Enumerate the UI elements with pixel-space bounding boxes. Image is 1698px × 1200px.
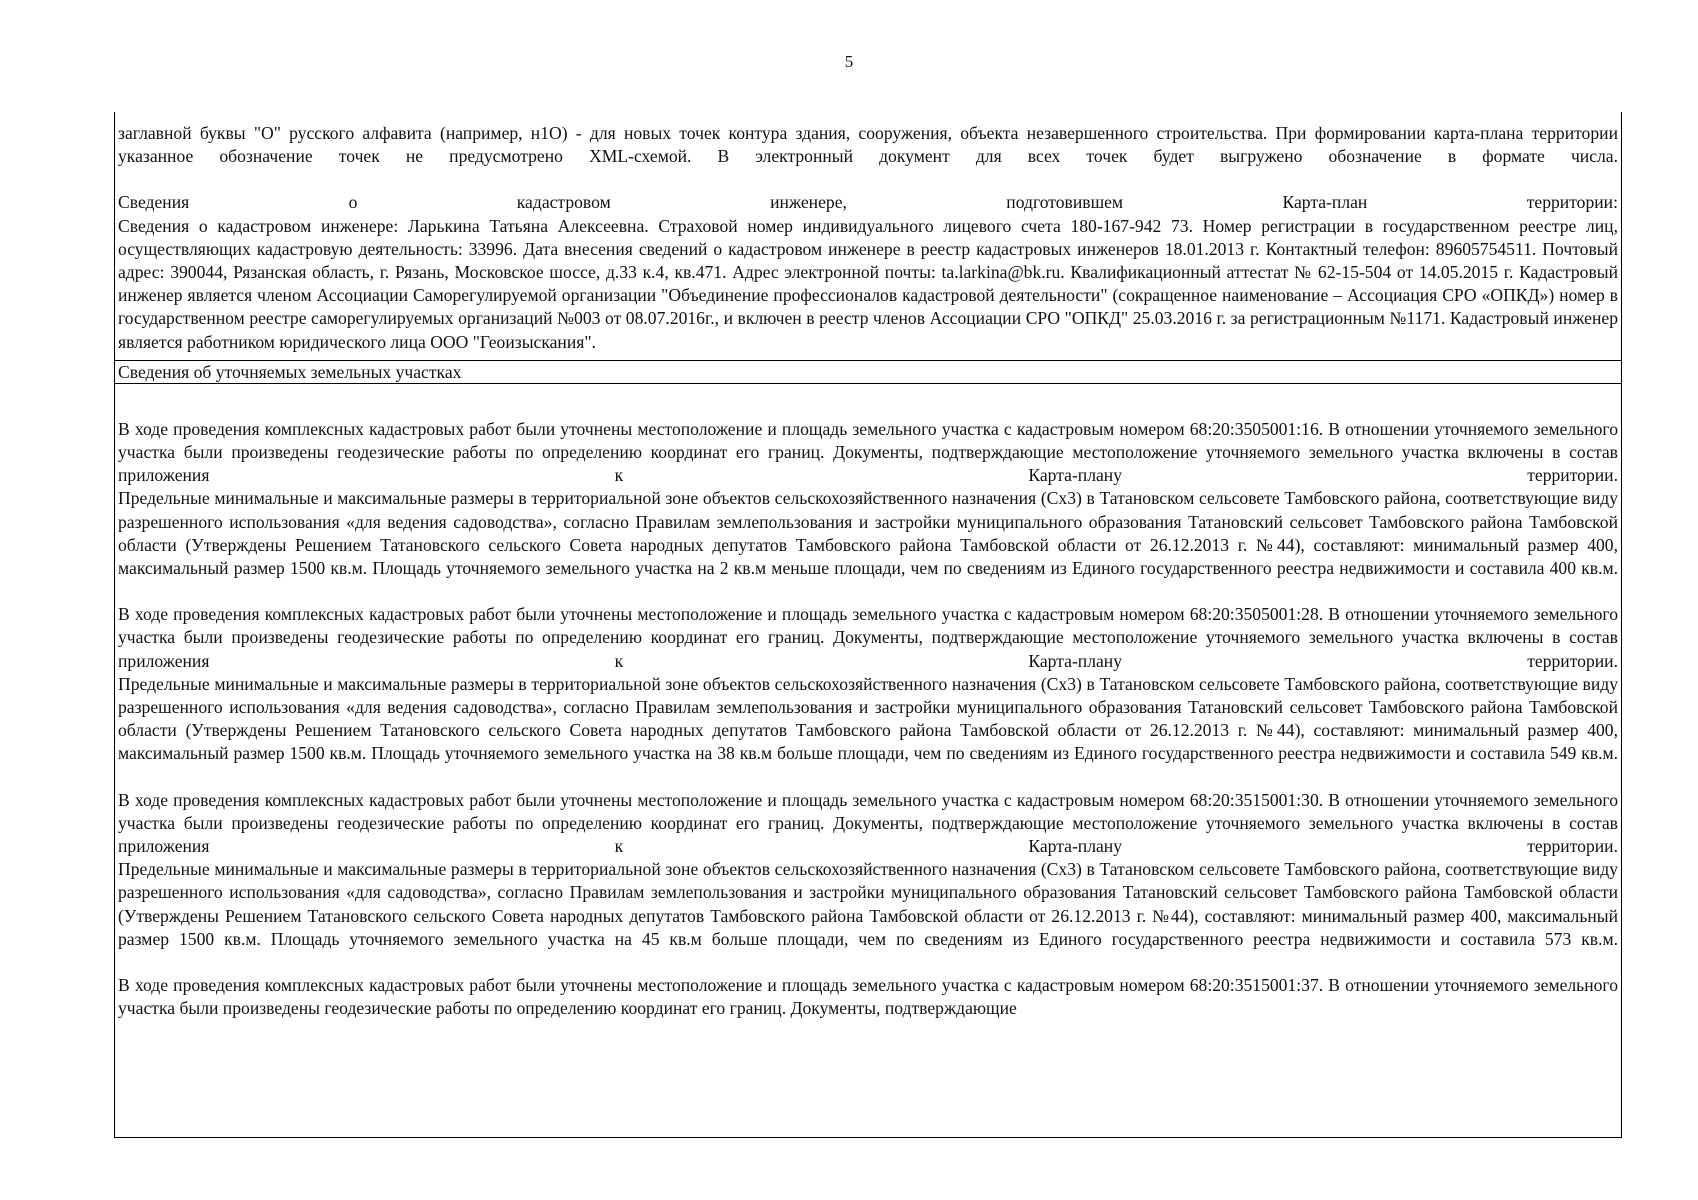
parcel-entry — [118, 603, 1618, 765]
parcel-limits: Предельные минимальные и максимальные размеры в территориальной зоне объектов сельскохозяйственного назначения (Сх3) в Татановском сельсовете Тамбовского района, соответствующие виду разрешенного использования «для садоводства», согласно Правилам землепользования и застройки муниципального образования Татановский сельсовет Тамбовского района Тамбовской области (Утверждены Решением Татановского сельского Совета народных депутатов Тамбовского района Тамбовской области от 26.12.2013 г. №44), составляют: минимальный размер 400, максимальный размер 1500 кв.м. Площадь уточняемого земельного участка на 45 кв.м больше площади, чем по сведениям из Единого государственного реестра недвижимости и составила 573 кв.м. — [118, 859, 1618, 949]
parcels-section — [115, 383, 1621, 1021]
parcel-entry — [118, 418, 1618, 580]
document-table — [114, 112, 1622, 1138]
parcel-description: В ходе проведения комплексных кадастровых работ были уточнены местоположение и площадь земельного участка с кадастровым номером 68:20:3515001:30. В отношении уточняемого земельного участка были произведены геодезические работы по определению координат его границ. Документы, подтверждающие местоположение уточняемого земельного участка включены в состав приложения к Карта-плану территории. — [118, 789, 1618, 857]
parcel-limits: Предельные минимальные и максимальные размеры в территориальной зоне объектов сельскохозяйственного назначения (Сх3) в Татановском сельсовете Тамбовского района, соответствующие виду разрешенного использования «для ведения садоводства», согласно Правилам землепользования и застройки муниципального образования Татановский сельсовет Тамбовского района Тамбовской области (Утверждены Решением Татановского сельского Совета народных депутатов Тамбовского района Тамбовской области от 26.12.2013 г. №44), составляют: минимальный размер 400, максимальный размер 1500 кв.м. Площадь уточняемого земельного участка на 38 кв.м больше площади, чем по сведениям из Единого государственного реестра недвижимости и составила 549 кв.м. — [118, 673, 1618, 764]
parcels-heading: Сведения об уточняемых земельных участках — [118, 361, 462, 382]
page-number: 5 — [844, 52, 854, 71]
intro-paragraph: заглавной буквы "О" русского алфавита (например, н1О) - для новых точек контура здания, сооружения, объекта незавершенного строительства. При формировании карта-плана территории указанное обозначение точек не предусмотрено XML-схемой. В электронный документ для всех точек будет выгружено обозначение в формате числа. — [118, 123, 1618, 167]
engineer-heading: Сведения о кадастровом инженере, подготовившем Карта-план территории: — [118, 192, 1618, 213]
intro-section — [115, 112, 1621, 360]
parcel-description: В ходе проведения комплексных кадастровых работ были уточнены местоположение и площадь земельного участка с кадастровым номером 68:20:3505001:16. В отношении уточняемого земельного участка были произведены геодезические работы по определению координат его границ. Документы, подтверждающие местоположение уточняемого земельного участка включены в состав приложения к Карта-плану территории. — [118, 418, 1618, 486]
parcel-description: В ходе проведения комплексных кадастровых работ были уточнены местоположение и площадь земельного участка с кадастровым номером 68:20:3515001:37. В отношении уточняемого земельного участка были произведены геодезические работы по определению координат его границ. Документы, подтверждающие — [118, 975, 1618, 1019]
parcel-entry — [118, 974, 1618, 1020]
parcels-heading-row — [115, 360, 1621, 383]
parcel-entry — [118, 789, 1618, 951]
parcel-limits: Предельные минимальные и максимальные размеры в территориальной зоне объектов сельскохозяйственного назначения (Сх3) в Татановском сельсовете Тамбовского района, соответствующие виду разрешенного использования «для ведения садоводства», согласно Правилам землепользования и застройки муниципального образования Татановский сельсовет Тамбовского района Тамбовской области (Утверждены Решением Татановского сельского Совета народных депутатов Тамбовского района Тамбовской области от 26.12.2013 г. №44), составляют: минимальный размер 400, максимальный размер 1500 кв.м. Площадь уточняемого земельного участка на 2 кв.м меньше площади, чем по сведениям из Единого государственного реестра недвижимости и составила 400 кв.м. — [118, 488, 1618, 579]
parcel-description: В ходе проведения комплексных кадастровых работ были уточнены местоположение и площадь земельного участка с кадастровым номером 68:20:3505001:28. В отношении уточняемого земельного участка были произведены геодезические работы по определению координат его границ. Документы, подтверждающие местоположение уточняемого земельного участка включены в состав приложения к Карта-плану территории. — [118, 604, 1618, 671]
engineer-paragraph: Сведения о кадастровом инженере: Ларькина Татьяна Алексеевна. Страховой номер индивидуального лицевого счета 180-167-942 73. Номер регистрации в государственном реестре лиц, осуществляющих кадастровую деятельность: 33996. Дата внесения сведений о кадастровом инженере в реестр кадастровых инженеров 18.01.2013 г. Контактный телефон: 89605754511. Почтовый адрес: 390044, Рязанская область, г. Рязань, Московское шоссе, д.33 к.4, кв.471. Адрес электронной почты: ta.larkina@bk.ru. Квалификационный аттестат № 62-15-504 от 14.05.2015 г. Кадастровый инженер является членом Ассоциации Саморегулируемой организации "Объединение профессионалов кадастровой деятельности" (сокращенное наименование – Ассоциация СРО «ОПКД») номер в государственном реестре саморегулируемых организаций №003 от 08.07.2016г., и включен в реестр членов Ассоциации СРО "ОПКД" 25.03.2016 г. за регистрационным №1171. Кадастровый инженер является работником юридического лица ООО "Геоизыскания". — [118, 215, 1618, 352]
